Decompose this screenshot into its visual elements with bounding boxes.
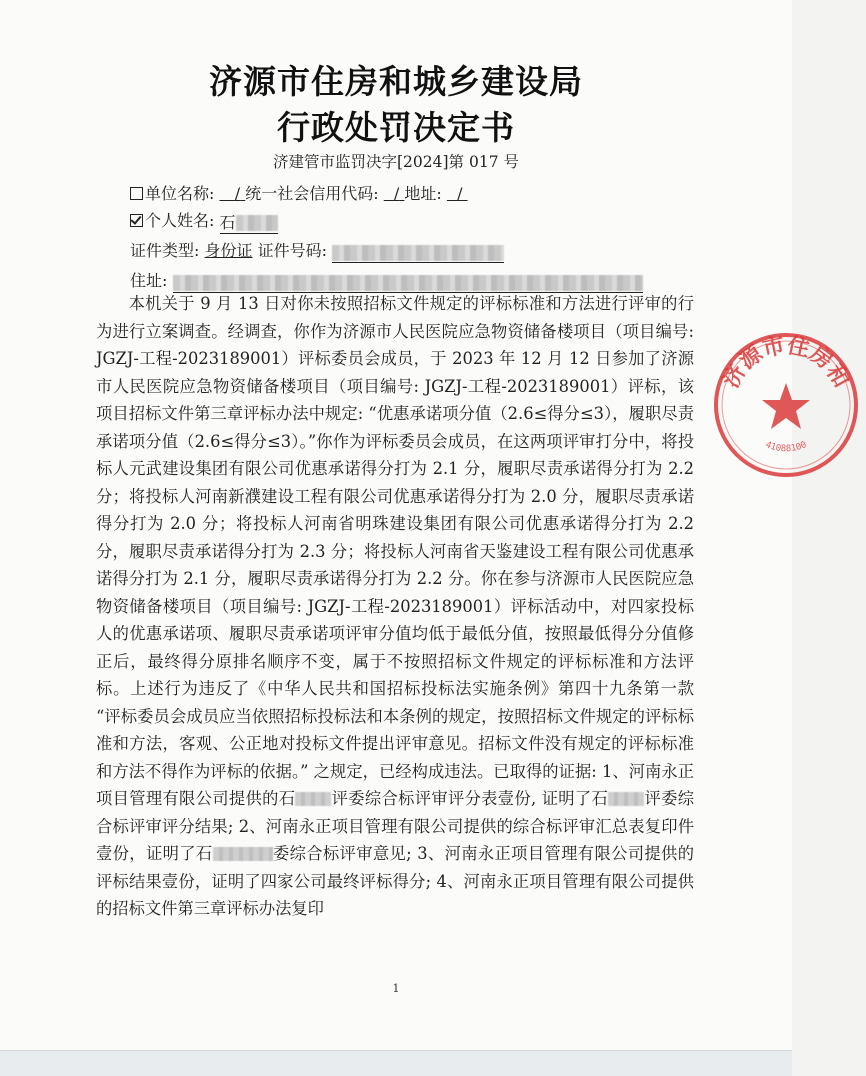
unit-name-label: 单位名称:: [145, 184, 215, 203]
page-number: 1: [392, 982, 400, 995]
id-info-line: [130, 238, 504, 263]
credit-code-label: 统一社会信用代码:: [245, 184, 379, 203]
unit-address-label: 地址:: [404, 184, 442, 203]
unit-checkbox-icon: [130, 187, 143, 200]
id-number-label: 证件号码:: [257, 241, 328, 260]
body-paragraph: 本机关于 9 月 13 日对你未按照招标文件规定的评标标准和方法进行评审的行为进行立案调查。经调查，你作为济源市人民医院应急物资储备楼项目（项目编号: JGZJ-工程-2023189001）评标委员会成员，于 2023 年 12 月 12 日参加了济源市人民医院应急物资储备楼项目（项目编号: JGZJ-工程-2023189001）评标，该项目招标文件第三章评标办法中规定: “优惠承诺项分值（2.6≤得分≤3），履职尽责承诺项分值（2.6≤得分≤3）。”你作为评标委员会成员，在这两项评审打分中，将投标人元武建设集团有限公司优惠承诺得分打为 2.1 分，履职尽责承诺得分打为 2.2 分；将投标人河南新濮建设工程有限公司优惠承诺得分打为 2.0 分，履职尽责承诺得分打为 2.0 分；将投标人河南省明珠建设集团有限公司优惠承诺得分打为 2.2 分，履职尽责承诺得分打为 2.3 分；将投标人河南省天鉴建设工程有限公司优惠承诺得分打为 2.1 分，履职尽责承诺得分打为 2.2 分。你在参与济源市人民医院应急物资储备楼项目（项目编号: JGZJ-工程-2023189001）评标活动中，对四家投标人的优惠承诺项、履职尽责承诺项评审分值均低于最低分值，按照最低得分分值修正后，最终得分原排名顺序不变，属于不按照招标文件规定的评标标准和方法评标。上述行为违反了《中华人民共和国招标投标法实施条例》第四十九条第一款 “评标委员会成员应当依照招标投标法和本条例的规定，按照招标文件规定的评标标准和方法，客观、公正地对投标文件提出评审意见。招标文件没有规定的评标标准和方法不得作为评标的依据。” 之规定，已经构成违法。已取得的证据: 1、河南永正项目管理有限公司提供的石 评委综合标评审评分表壹份, 证明了石 评委综合标评审评分结果; 2、河南永正项目管理有限公司提供的综合标评审汇总表复印件壹份，证明了石 委综合标评审意见; 3、河南永正项目管理有限公司提供的评标结果壹份，证明了四家公司最终评标得分; 4、河南永正项目管理有限公司提供的招标文件第三章评标办法复印: [96, 294, 694, 918]
viewer-bottom-bar: [0, 1050, 792, 1076]
redacted-name: [608, 792, 644, 806]
person-name-label: 个人姓名:: [145, 211, 215, 230]
svg-text:41088100: 41088100: [763, 440, 809, 455]
unit-name-value: /: [234, 184, 241, 203]
document-title-line2: 行政处罚决定书: [277, 108, 515, 147]
seal-text: 济源市住房和: [718, 333, 854, 393]
redacted-name: [213, 847, 273, 861]
redacted-address: [173, 275, 643, 291]
person-info-line: [130, 208, 278, 234]
id-number-value: [332, 243, 504, 263]
id-type-value: 身份证: [204, 241, 253, 260]
redacted-name: [295, 792, 331, 806]
document-title-line1: 济源市住房和城乡建设局: [209, 62, 583, 101]
redacted-id-number: [332, 245, 504, 261]
document-number: 济建管市监罚决字[2024]第 017 号: [273, 153, 519, 171]
id-type-label: 证件类型:: [130, 241, 200, 260]
person-checkbox-icon: [130, 214, 143, 227]
person-name-value: 石: [220, 210, 278, 234]
redacted-name: [236, 215, 278, 231]
residence-label: 住址:: [130, 271, 168, 290]
official-seal-icon: [706, 325, 866, 485]
decision-body: [96, 290, 694, 923]
unit-info-line: [130, 181, 468, 204]
credit-code-value: /: [393, 184, 400, 203]
unit-address-value: /: [457, 184, 463, 203]
